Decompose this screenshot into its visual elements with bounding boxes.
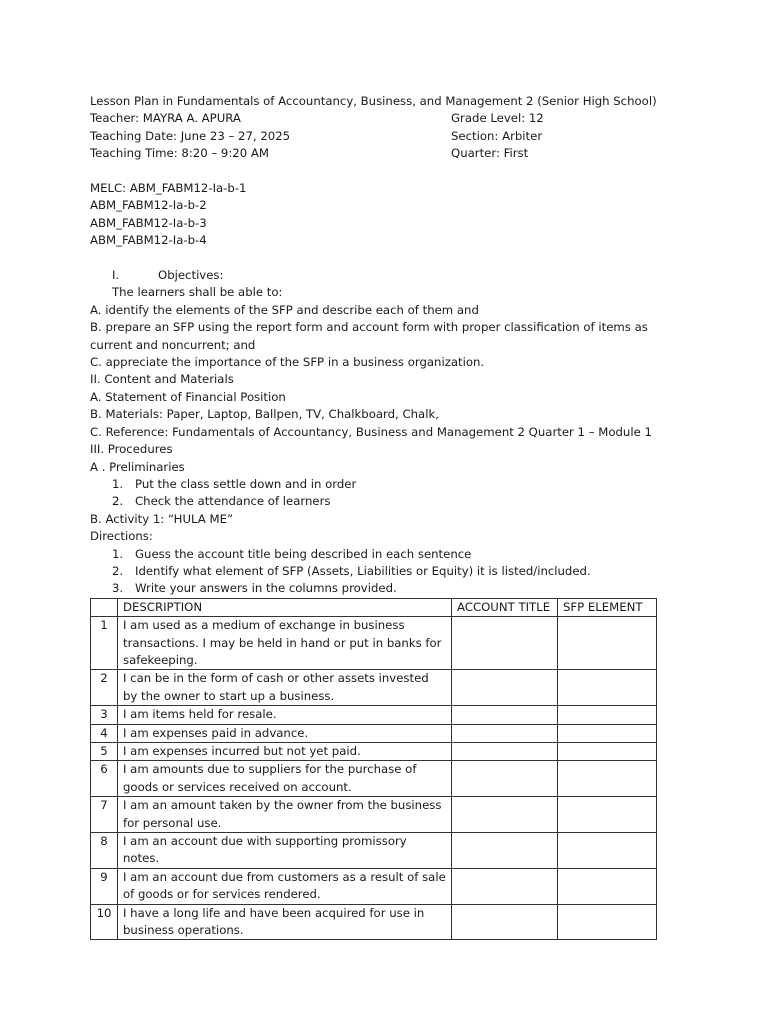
row-number: 2	[91, 670, 118, 706]
list-item-text: Check the attendance of learners	[135, 494, 331, 509]
account-title-cell[interactable]	[452, 706, 558, 724]
teaching-time-label: Teaching Time: 8:20 – 9:20 AM	[90, 146, 269, 161]
table-row	[91, 743, 657, 761]
sfp-element-cell[interactable]	[558, 670, 657, 706]
row-description: I am items held for resale.	[118, 706, 452, 724]
table-row	[91, 724, 657, 742]
table-row	[91, 797, 657, 833]
spacer	[90, 250, 690, 267]
table-row	[91, 617, 657, 670]
teacher-label: Teacher: MAYRA A. APURA	[90, 111, 241, 126]
sfp-element-cell[interactable]	[558, 868, 657, 904]
account-title-cell[interactable]	[452, 724, 558, 742]
table-row	[91, 868, 657, 904]
quarter-label: Quarter: First	[451, 146, 529, 161]
section-label: Section: Arbiter	[451, 128, 543, 143]
list-item	[90, 580, 690, 597]
header-row-date	[90, 128, 690, 145]
objective-item: B. prepare an SFP using the report form and account form with proper classification of items as current and noncurrent; and	[90, 320, 648, 352]
sfp-element-cell[interactable]	[558, 833, 657, 869]
sfp-element-cell[interactable]	[558, 797, 657, 833]
account-title-cell[interactable]	[452, 743, 558, 761]
account-title-cell[interactable]	[452, 833, 558, 869]
list-item-text: Identify what element of SFP (Assets, Liabilities or Equity) it is listed/included.	[135, 563, 591, 578]
list-item-number: 3.	[112, 581, 124, 596]
sfp-element-cell[interactable]	[558, 706, 657, 724]
sfp-element-cell[interactable]	[558, 617, 657, 670]
sfp-element-cell[interactable]	[558, 724, 657, 742]
list-item-number: 1.	[112, 546, 124, 561]
content-materials-heading: II. Content and Materials	[90, 372, 234, 387]
account-title-cell[interactable]	[452, 761, 558, 797]
content-reference: C. Reference: Fundamentals of Accountancy, Business and Management 2 Quarter 1 – Module 1	[90, 424, 652, 439]
column-header-sfp-element: SFP ELEMENT	[558, 598, 657, 616]
list-item-text: Write your answers in the columns provided.	[135, 581, 397, 596]
row-description: I can be in the form of cash or other assets invested by the owner to start up a business.	[118, 670, 452, 706]
sfp-element-cell[interactable]	[558, 743, 657, 761]
directions-heading: Directions:	[90, 529, 153, 544]
list-item	[90, 493, 690, 510]
table-header-row	[91, 598, 657, 616]
teaching-date-label: Teaching Date: June 23 – 27, 2025	[90, 128, 291, 143]
list-item-number: 2.	[112, 563, 124, 578]
column-header-number	[91, 598, 118, 616]
list-item-text: Put the class settle down and in order	[135, 476, 357, 491]
preliminaries-heading: A . Preliminaries	[90, 459, 185, 474]
grade-level-label: Grade Level: 12	[451, 111, 544, 126]
header-row-time	[90, 145, 690, 162]
objectives-numeral: I.	[112, 268, 120, 283]
row-description: I am an account due with supporting promissory notes.	[118, 833, 452, 869]
objectives-heading	[90, 267, 690, 284]
row-number: 1	[91, 617, 118, 670]
list-item	[90, 563, 690, 580]
melc-code: ABM_FABM12-Ia-b-2	[90, 198, 207, 213]
objective-item: A. identify the elements of the SFP and describe each of them and	[90, 302, 479, 317]
row-number: 5	[91, 743, 118, 761]
activity-table	[90, 598, 657, 941]
activity-heading: B. Activity 1: “HULA ME”	[90, 511, 234, 526]
row-description: I am expenses incurred but not yet paid.	[118, 743, 452, 761]
row-description: I am expenses paid in advance.	[118, 724, 452, 742]
row-description: I am amounts due to suppliers for the purchase of goods or services received on account.	[118, 761, 452, 797]
content-materials-list: B. Materials: Paper, Laptop, Ballpen, TV, Chalkboard, Chalk,	[90, 407, 439, 422]
melc-code: MELC: ABM_FABM12-Ia-b-1	[90, 181, 247, 196]
table-row	[91, 904, 657, 940]
list-item	[90, 476, 690, 493]
list-item-text: Guess the account title being described in each sentence	[135, 546, 472, 561]
row-number: 3	[91, 706, 118, 724]
header-row-teacher	[90, 110, 690, 127]
sfp-element-cell[interactable]	[558, 761, 657, 797]
procedures-heading: III. Procedures	[90, 442, 173, 457]
sfp-element-cell[interactable]	[558, 904, 657, 940]
row-number: 8	[91, 833, 118, 869]
spacer	[90, 163, 690, 180]
account-title-cell[interactable]	[452, 617, 558, 670]
lesson-plan-body	[90, 93, 690, 940]
account-title-cell[interactable]	[452, 868, 558, 904]
column-header-account-title: ACCOUNT TITLE	[452, 598, 558, 616]
objectives-title: Objectives:	[158, 268, 224, 283]
melc-code: ABM_FABM12-Ia-b-3	[90, 215, 207, 230]
table-row	[91, 761, 657, 797]
list-item	[90, 546, 690, 563]
table-row	[91, 706, 657, 724]
table-row	[91, 670, 657, 706]
list-item-number: 1.	[112, 476, 124, 491]
row-number: 7	[91, 797, 118, 833]
objective-item: C. appreciate the importance of the SFP in a business organization.	[90, 355, 485, 370]
row-number: 10	[91, 904, 118, 940]
row-description: I am an amount taken by the owner from the business for personal use.	[118, 797, 452, 833]
account-title-cell[interactable]	[452, 670, 558, 706]
account-title-cell[interactable]	[452, 797, 558, 833]
content-topic: A. Statement of Financial Position	[90, 389, 286, 404]
objectives-intro: The learners shall be able to:	[112, 285, 283, 300]
document-title: Lesson Plan in Fundamentals of Accountancy, Business, and Management 2 (Senior High School)	[90, 94, 657, 108]
row-number: 6	[91, 761, 118, 797]
account-title-cell[interactable]	[452, 904, 558, 940]
row-number: 4	[91, 724, 118, 742]
column-header-description: DESCRIPTION	[118, 598, 452, 616]
table-row	[91, 833, 657, 869]
list-item-number: 2.	[112, 494, 124, 509]
melc-code: ABM_FABM12-Ia-b-4	[90, 233, 207, 248]
row-number: 9	[91, 868, 118, 904]
row-description: I am an account due from customers as a result of sale of goods or for services rendered.	[118, 868, 452, 904]
row-description: I have a long life and have been acquired for use in business operations.	[118, 904, 452, 940]
row-description: I am used as a medium of exchange in business transactions. I may be held in hand or put in banks for safekeeping.	[118, 617, 452, 670]
